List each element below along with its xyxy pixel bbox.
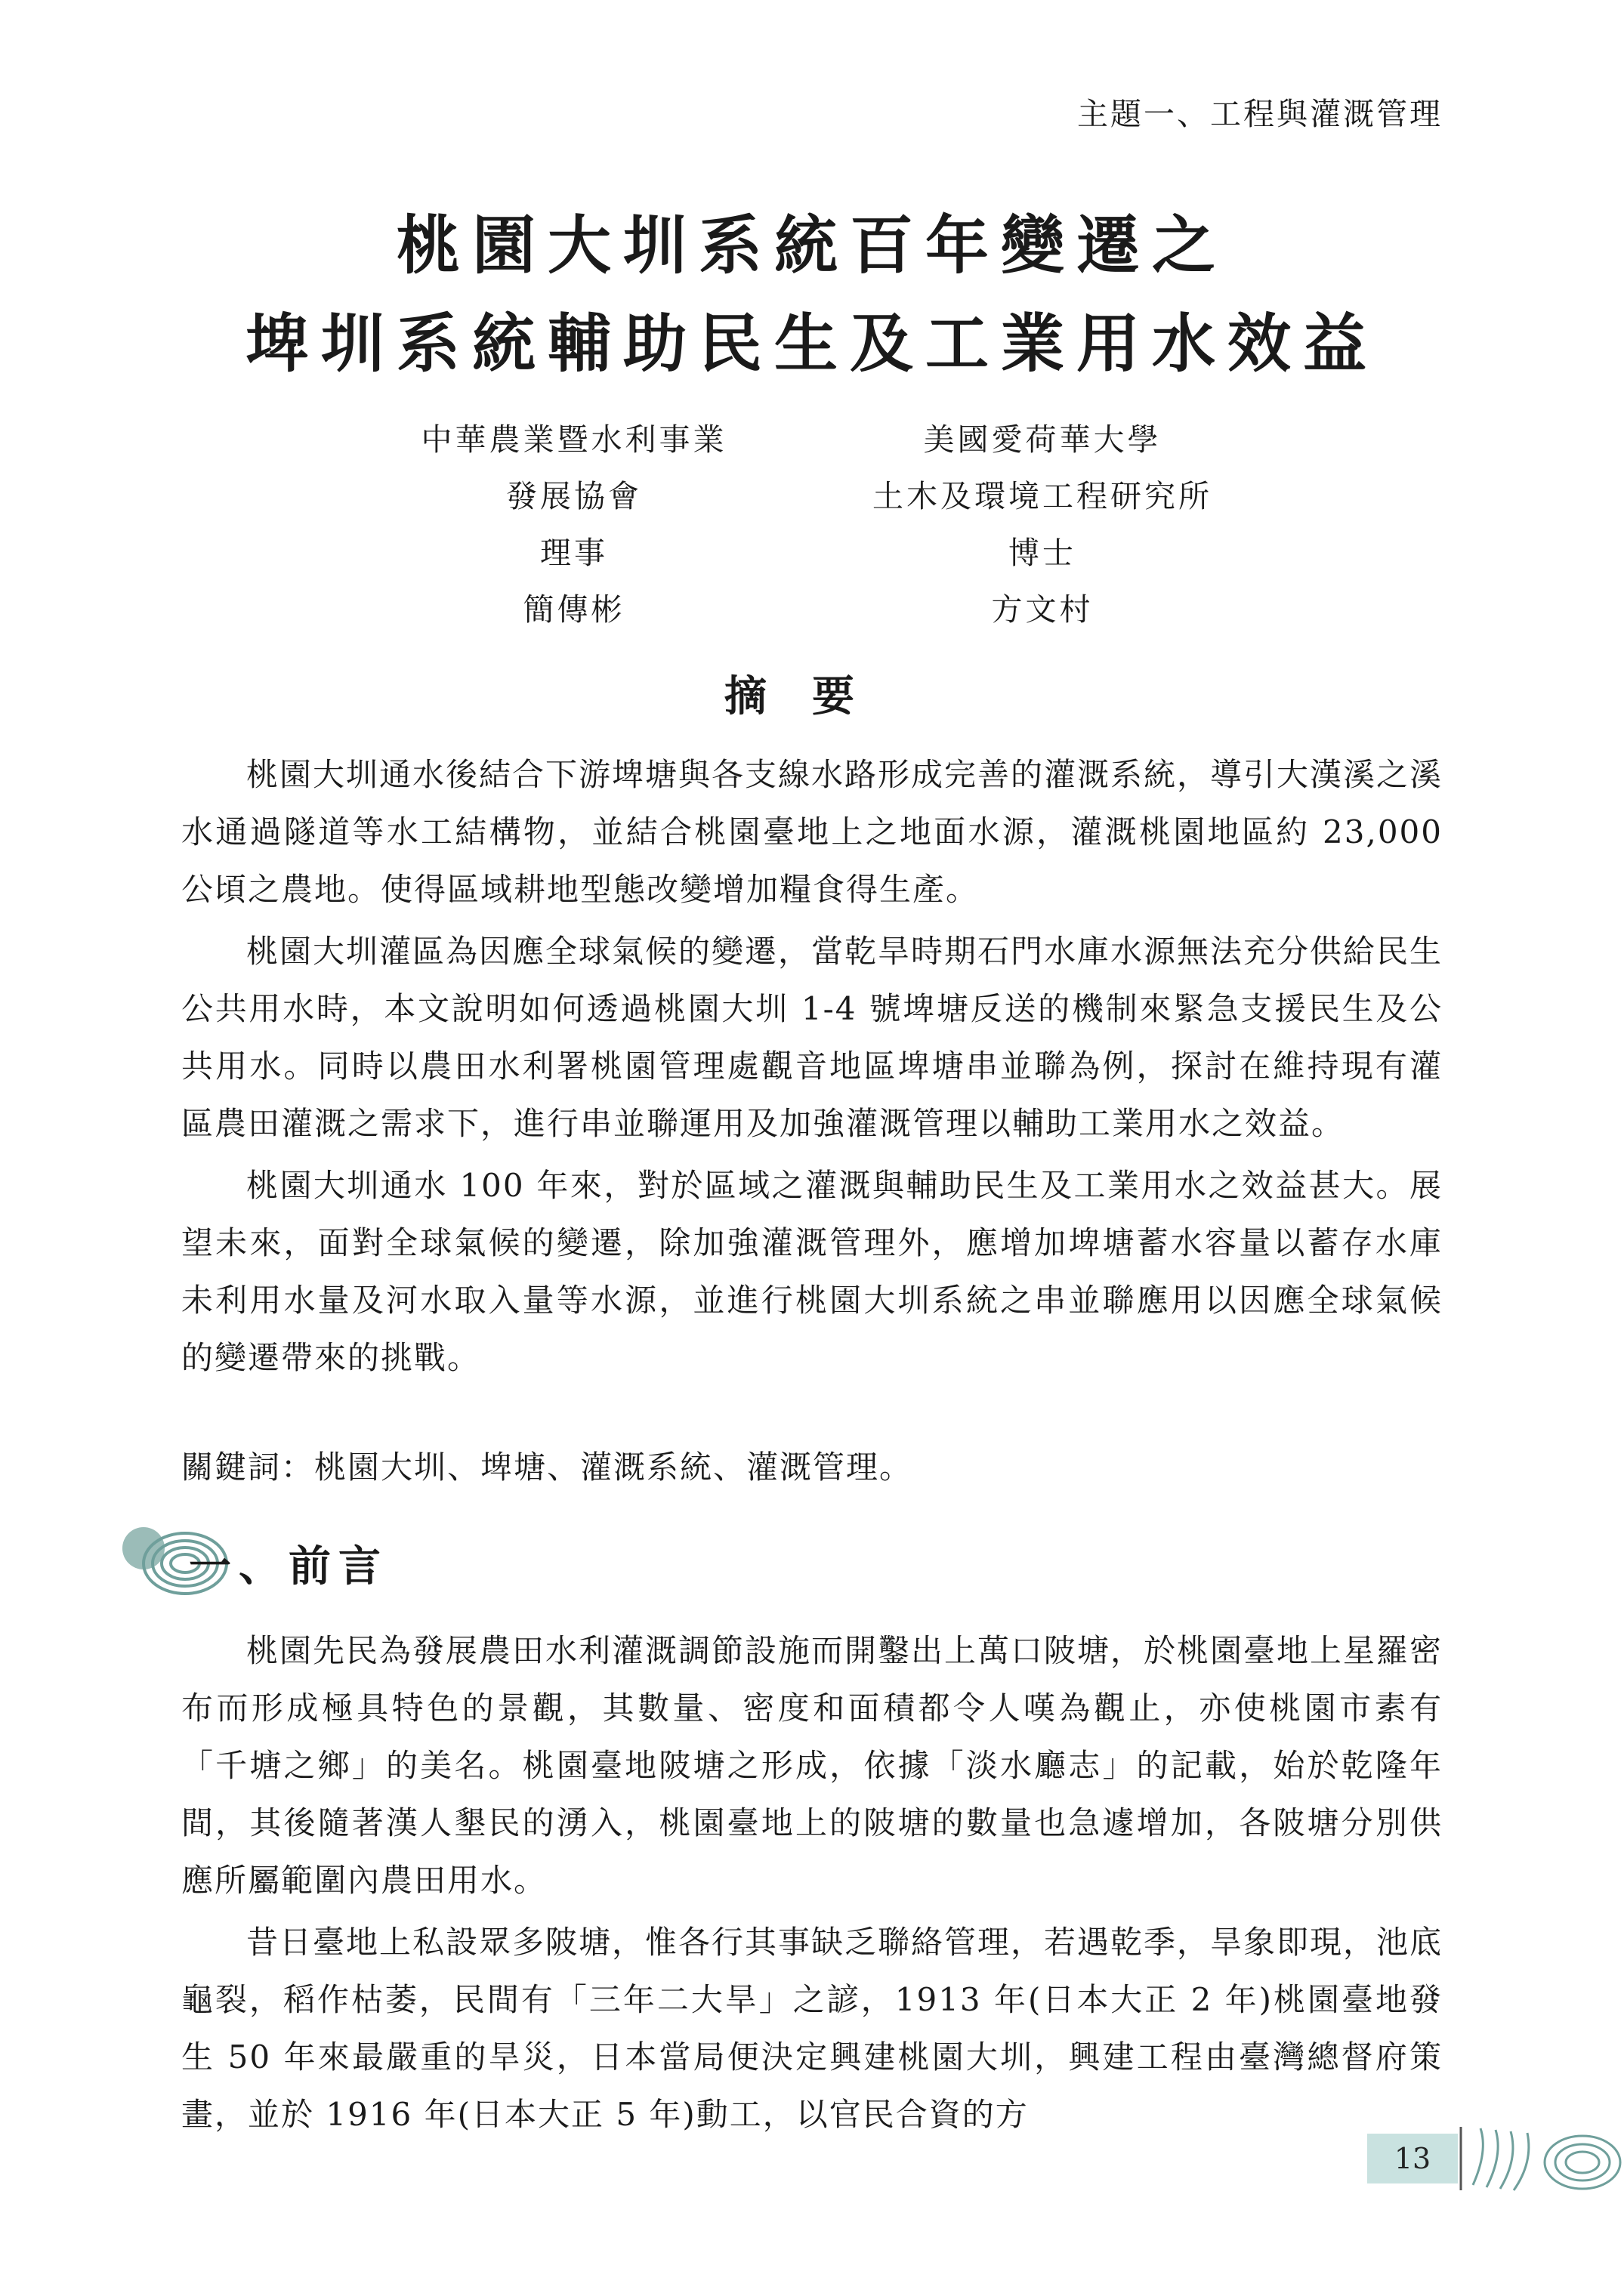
author-position: 博士 [1008, 535, 1076, 571]
author-block-2 [816, 412, 1269, 638]
abstract-heading: 摘要 [724, 672, 900, 721]
footer-wave-decoration-icon [1458, 2121, 1624, 2196]
running-header: 主題一、工程與灌溉管理 [1077, 96, 1443, 132]
section-paragraph: 昔日臺地上私設眾多陂塘，惟各行其事缺乏聯絡管理，若遇乾季，旱象即現，池底龜裂，稻作枯萎，民間有「三年二大旱」之諺，1913 年(日本大正 2 年)桃園臺地發生 50 年來最嚴重的旱災，日本當局便決定興建桃園大圳，興建工程由臺灣總督府策畫，並於 1916 年(日本大正 5 年)動工，以官民合資的方 [181, 1924, 1443, 2133]
page-number: 13 [1367, 2134, 1458, 2183]
author-name: 簡傳彬 [523, 591, 625, 628]
section-paragraph: 桃園先民為發展農田水利灌溉調節設施而開鑿出上萬口陂塘，於桃園臺地上星羅密布而形成極具特色的景觀，其數量、密度和面積都令人嘆為觀止，亦使桃園市素有「千塘之鄉」的美名。桃園臺地陂塘之形成，依據「淡水廳志」的記載，始於乾隆年間，其後隨著漢人墾民的湧入，桃園臺地上的陂塘的數量也急遽增加，各陂塘分別供應所屬範圍內農田用水。 [181, 1632, 1443, 1899]
author-position: 理事 [540, 535, 608, 571]
author-org-line2: 土木及環境工程研究所 [872, 478, 1212, 514]
abstract-body [181, 746, 1443, 1391]
title-line-1: 桃園大圳系統百年變遷之 [396, 208, 1227, 282]
section-heading: 一、前言 [189, 1542, 388, 1591]
abstract-paragraph: 桃園大圳通水後結合下游埤塘與各支線水路形成完善的灌溉系統，導引大漢溪之溪水通過隧道等水工結構物，並結合桃園臺地上之地面水源，灌溉桃園地區約 23,000 公頃之農地。使得區域耕地型態改變增加糧食得生產。 [181, 756, 1443, 908]
keywords: 關鍵詞：桃園大圳、埤塘、灌溉系統、灌溉管理。 [181, 1449, 913, 1486]
author-block-1 [347, 412, 801, 638]
title-line-2: 埤圳系統輔助民生及工業用水效益 [245, 307, 1379, 381]
author-name: 方文村 [991, 591, 1094, 628]
abstract-paragraph: 桃園大圳灌區為因應全球氣候的變遷，當乾旱時期石門水庫水源無法充分供給民生公共用水時，本文說明如何透過桃園大圳 1-4 號埤塘反送的機制來緊急支援民生及公共用水。同時以農田水利署桃園管理處觀音地區埤塘串並聯為例，探討在維持現有灌區農田灌溉之需求下，進行串並聯運用及加強灌溉管理以輔助工業用水之效益。 [181, 933, 1443, 1142]
author-org-line1: 中華農業暨水利事業 [421, 421, 727, 458]
abstract-paragraph: 桃園大圳通水 100 年來，對於區域之灌溉與輔助民生及工業用水之效益甚大。展望未來，面對全球氣候的變遷，除加強灌溉管理外，應增加埤塘蓄水容量以蓄存水庫未利用水量及河水取入量等水源，並進行桃園大圳系統之串並聯應用以因應全球氣候的變遷帶來的挑戰。 [181, 1167, 1443, 1376]
author-org-line2: 發展協會 [506, 478, 642, 514]
paper-title [0, 196, 1624, 393]
author-org-line1: 美國愛荷華大學 [923, 421, 1162, 458]
section-body [181, 1622, 1443, 2148]
